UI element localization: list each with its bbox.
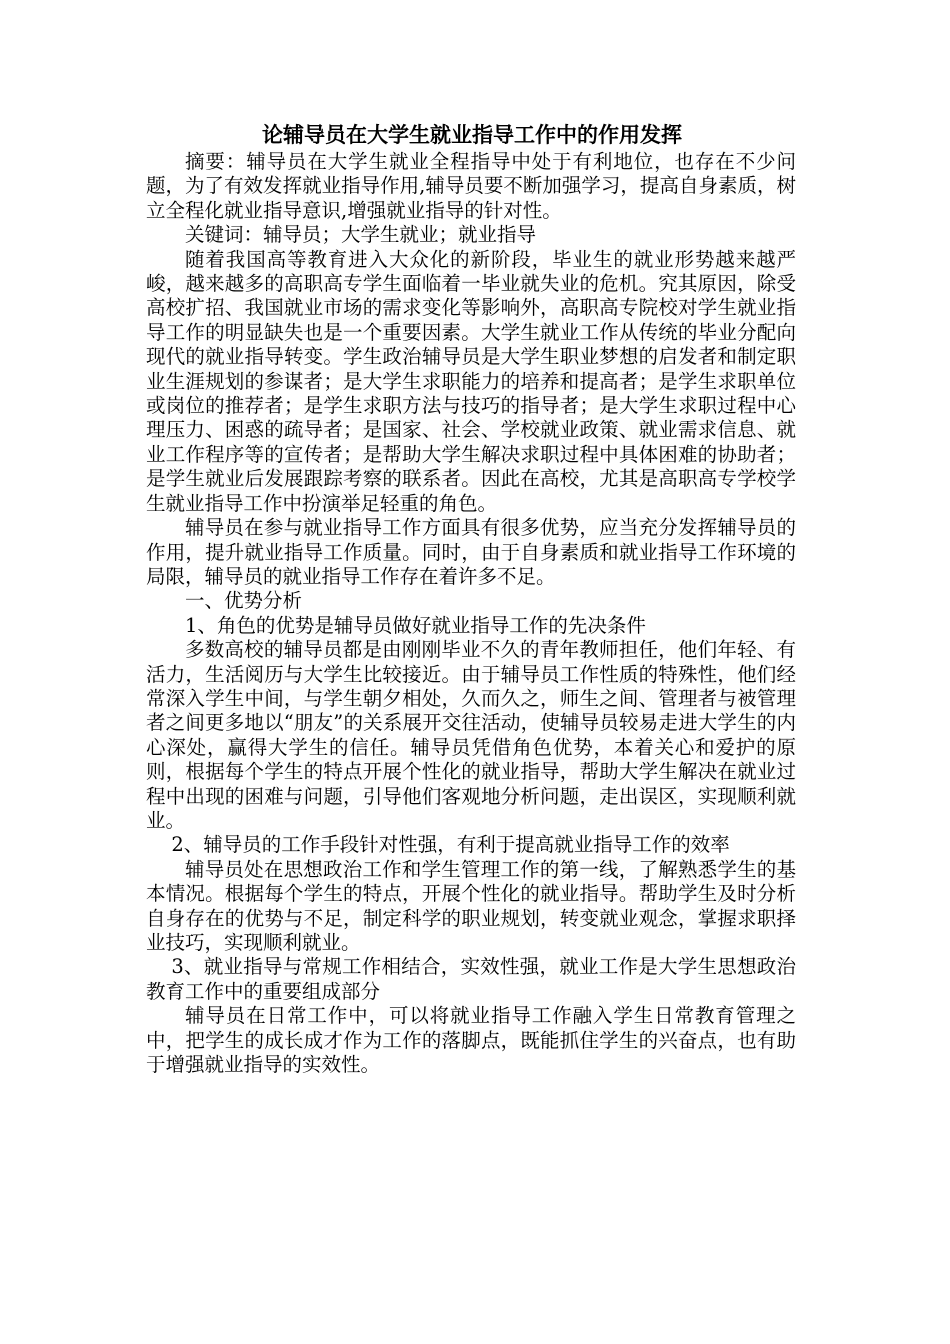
intro-paragraph-2: 辅导员在参与就业指导工作方面具有很多优势，应当充分发挥辅导员的作用，提升就业指导工作质量。同时，由于自身素质和就业指导工作环境的局限，辅导员的就业指导工作存在着许多不足。: [146, 516, 796, 588]
keywords-paragraph: 关键词：辅导员；大学生就业；就业指导: [185, 223, 537, 247]
item-1-body: 多数高校的辅导员都是由刚刚毕业不久的青年教师担任，他们年轻、有活力，生活阅历与大学生比较接近。由于辅导员工作性质的特殊性，他们经常深入学生中间，与学生朝夕相处，久而久之，师生之间、管理者与被管理者之间更多地以“朋友”的关系展开交往活动，使辅导员较易走进大学生的内心深处，赢得大学生的信任。辅导员凭借角色优势，本着关心和爱护的原则，根据每个学生的特点开展个性化的就业指导，帮助大学生解决在就业过程中出现的困难与问题，引导他们客观地分析问题，走出误区，实现顺利就业。: [146, 638, 796, 832]
item-2-body: 辅导员处在思想政治工作和学生管理工作的第一线，了解熟悉学生的基本情况。根据每个学生的特点，开展个性化的就业指导。帮助学生及时分析自身存在的优势与不足，制定科学的职业规划，转变就业观念，掌握求职择业技巧，实现顺利就业。: [146, 857, 796, 954]
item-2-heading: 2、辅导员的工作手段针对性强，有利于提高就业指导工作的效率: [171, 833, 730, 857]
intro-paragraph-1: 随着我国高等教育进入大众化的新阶段，毕业生的就业形势越来越严峻，越来越多的高职高专学生面临着一毕业就失业的危机。究其原因，除受高校扩招、我国就业市场的需求变化等影响外，高职高专院校对学生就业指导工作的明显缺失也是一个重要因素。大学生就业工作从传统的毕业分配向现代的就业指导转变。学生政治辅导员是大学生职业梦想的启发者和制定职业生涯规划的参谋者；是大学生求职能力的培养和提高者；是学生求职单位或岗位的推荐者；是学生求职方法与技巧的指导者；是大学生求职过程中心理压力、困惑的疏导者；是国家、社会、学校就业政策、就业需求信息、就业工作程序等的宣传者；是帮助大学生解决求职过程中具体困难的协助者；是学生就业后发展跟踪考察的联系者。因此在高校，尤其是高职高专学校学生就业指导工作中扮演举足轻重的角色。: [146, 247, 796, 515]
item-1-heading: 1、角色的优势是辅导员做好就业指导工作的先决条件: [185, 613, 646, 637]
item-3-heading: 3、就业指导与常规工作相结合，实效性强，就业工作是大学生思想政治教育工作中的重要组成部分: [146, 955, 796, 1003]
section-1-heading: 一、优势分析: [185, 589, 303, 613]
item-3-body: 辅导员在日常工作中，可以将就业指导工作融入学生日常教育管理之中，把学生的成长成才作为工作的落脚点，既能抓住学生的兴奋点，也有助于增强就业指导的实效性。: [146, 1004, 796, 1077]
abstract-paragraph: 摘要：辅导员在大学生就业全程指导中处于有利地位，也存在不少问题，为了有效发挥就业指导作用,辅导员要不断加强学习，提高自身素质，树立全程化就业指导意识,增强就业指导的针对性。: [146, 150, 796, 222]
document-page: [146, 120, 796, 1077]
document-title: 论辅导员在大学生就业指导工作中的作用发挥: [262, 123, 682, 147]
